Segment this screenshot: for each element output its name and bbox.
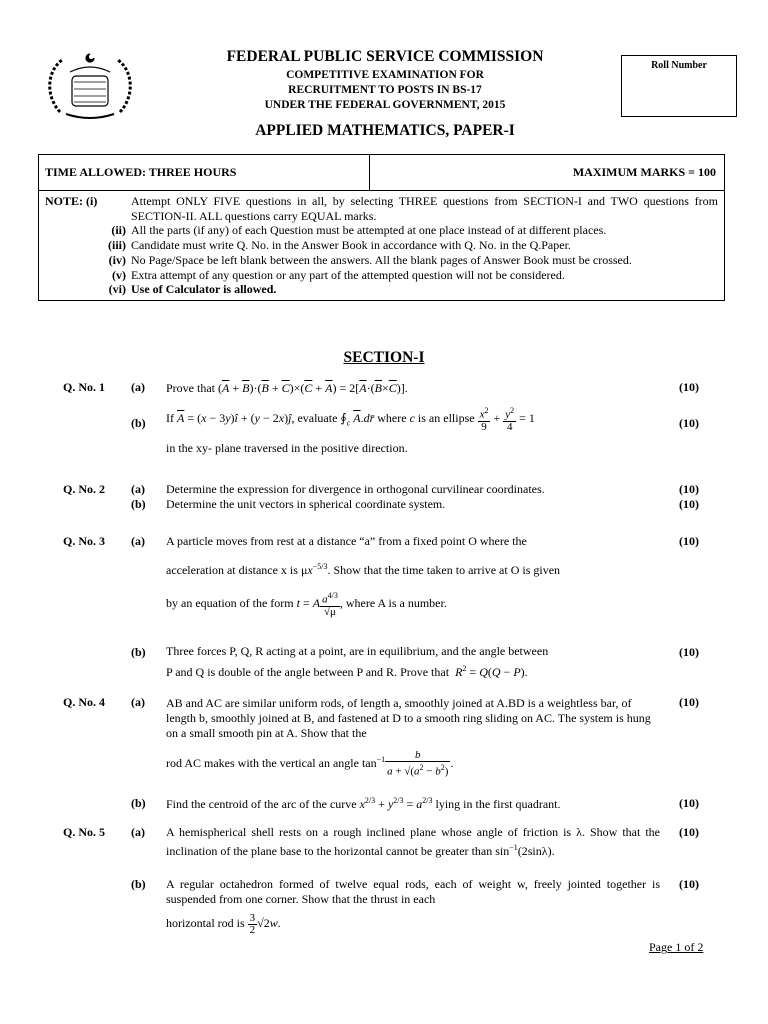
max-marks: MAXIMUM MARKS = 100 [370, 155, 725, 191]
q3b-text2: P and Q is double of the angle between P and R. Prove that $R^2 = Q(Q - P)$. [166, 664, 528, 679]
q3b-text1: Three forces P, Q, R acting at a point, are in equilibrium, and the angle between [166, 644, 549, 658]
note-key: (v) [112, 267, 126, 282]
q5a-part: (a) [131, 825, 145, 839]
note-key: (vi) [108, 282, 126, 297]
org-name: FEDERAL PUBLIC SERVICE COMMISSION [226, 48, 544, 65]
q1b-text: If $\overline{A} = (x$ − 3y)î + (y − 2x)ĵ, evaluate $∮_c$ $\overline{A}.dr̄$ where c is an ellipse $\frac{x^2}{9}$ + $\frac{y^2}{4}$ = 1 [166, 406, 535, 434]
section-title: SECTION-I [343, 349, 425, 366]
note-text: Use of Calculator is allowed. [131, 282, 277, 297]
q5b-marks: (10) [679, 877, 699, 891]
note-row [45, 194, 718, 223]
note-row [45, 238, 718, 253]
q4-label: Q. No. 4 [63, 695, 105, 709]
note-text: No Page/Space be left blank between the answers. All the blank pages of Answer Book must be crossed. [131, 252, 632, 267]
q3b-marks: (10) [679, 645, 699, 659]
q4a-marks: (10) [679, 695, 699, 709]
q5a-text: A hemispherical shell rests on a rough inclined plane whose angle of friction is λ. Show that the inclination of the plane base to the horizontal cannot be greater than $\sin^{-1}(2\sin\lambda)$. [166, 825, 660, 858]
q3a-text2: acceleration at distance x is $\mu x^{-5/3}$. Show that the time taken to arrive at O is given [166, 562, 561, 577]
note-row [45, 282, 718, 297]
header-line2: RECRUITMENT TO POSTS IN BS-17 [288, 84, 482, 96]
q1b-part: (b) [131, 416, 146, 430]
time-allowed: TIME ALLOWED: THREE HOURS [39, 155, 370, 191]
q2b-text: Determine the unit vectors in spherical coordinate system. [166, 497, 446, 511]
note-row [45, 223, 718, 238]
note-row [45, 253, 718, 268]
q2a-marks: (10) [679, 482, 699, 496]
note-label: NOTE: [45, 194, 84, 208]
header-line3: UNDER THE FEDERAL GOVERNMENT, 2015 [264, 99, 506, 111]
header-line1: COMPETITIVE EXAMINATION FOR [286, 69, 484, 81]
note-key: (iii) [108, 238, 126, 253]
q4b-part: (b) [131, 796, 146, 810]
q3a-text1: A particle moves from rest at a distance “a” from a fixed point O where the [166, 534, 527, 548]
q2a-part: (a) [131, 482, 145, 496]
q3a-part: (a) [131, 534, 145, 548]
q3a-marks: (10) [679, 534, 699, 548]
q4b-marks: (10) [679, 796, 699, 810]
note-key: (ii) [111, 223, 126, 238]
q1b-marks: (10) [679, 416, 699, 430]
q5-label: Q. No. 5 [63, 825, 105, 839]
q3-label: Q. No. 3 [63, 534, 105, 548]
q3b-part: (b) [131, 645, 146, 659]
fpsc-emblem [40, 42, 140, 126]
q2-label: Q. No. 2 [63, 482, 105, 496]
note-key: (i) [86, 194, 98, 208]
note-text: All the parts (if any) of each Question must be attempted at one place instead of at different places. [131, 223, 607, 238]
note-key: (iv) [108, 252, 126, 267]
note-text: Candidate must write Q. No. in the Answer Book in accordance with Q. No. in the Q.Paper. [131, 238, 571, 253]
q5b-part: (b) [131, 877, 146, 891]
q5a-marks: (10) [679, 825, 699, 839]
q1b-text-cont: in the xy- plane traversed in the positive direction. [166, 441, 408, 455]
roll-number-box[interactable] [621, 55, 737, 117]
q4a-text1: AB and AC are similar uniform rods, of length a, smoothly joined at A.BD is a weightless bar, of length b, smoothly joined at B, and fastened at D to a smooth ring sliding on AC. The system is hung on a small smooth pin at A. Show that the [166, 696, 651, 740]
q4a-part: (a) [131, 695, 145, 709]
q1-label: Q. No. 1 [63, 380, 105, 394]
notes-block [39, 191, 725, 301]
q3a-text3: by an equation of the form t = A $\frac{a^{4/3}}{√\mu}$ , where A is a number. [166, 591, 447, 619]
page-number: Page 1 of 2 [649, 940, 704, 954]
q1a-text: Prove that $(\overline{A} + \overline{B})\cdot(\overline{B} + \overline{C})\times(\overline{C} + \overline{A}) = 2[\overline{A}\cdot(\overline{B}\times\overline{C})]$. [166, 381, 408, 395]
q1a-part: (a) [131, 380, 145, 394]
q1a-marks: (10) [679, 380, 699, 394]
note-row [45, 268, 718, 283]
q2b-marks: (10) [679, 497, 699, 511]
instructions-table [38, 154, 725, 301]
roll-number-label: Roll Number [651, 60, 707, 71]
q5b-text2: horizontal rod is $\frac{3}{2}$ √2w. [166, 911, 281, 936]
subject-title: APPLIED MATHEMATICS, PAPER-I [255, 122, 515, 139]
q4a-text2: rod AC makes with the vertical an angle $\tan^{-1}$ $\frac{b}{a + √(a^2 - b^2)}$ . [166, 749, 454, 779]
q4b-text: Find the centroid of the arc of the curve $x^{2/3} + y^{2/3} = a^{2/3}$ lying in the first quadrant. [166, 796, 561, 811]
q5b-text1: A regular octahedron formed of twelve equal rods, each of weight w, freely jointed together is suspended from one corner. Show that the thrust in each [166, 877, 660, 906]
q2b-part: (b) [131, 497, 146, 511]
q2a-text: Determine the expression for divergence in orthogonal curvilinear coordinates. [166, 482, 545, 496]
note-text: Attempt ONLY FIVE questions in all, by selecting THREE questions from SECTION-I and TWO questions from SECTION-II. ALL questions carry EQUAL marks. [131, 194, 718, 223]
note-text: Extra attempt of any question or any part of the attempted question will not be considered. [131, 267, 565, 282]
